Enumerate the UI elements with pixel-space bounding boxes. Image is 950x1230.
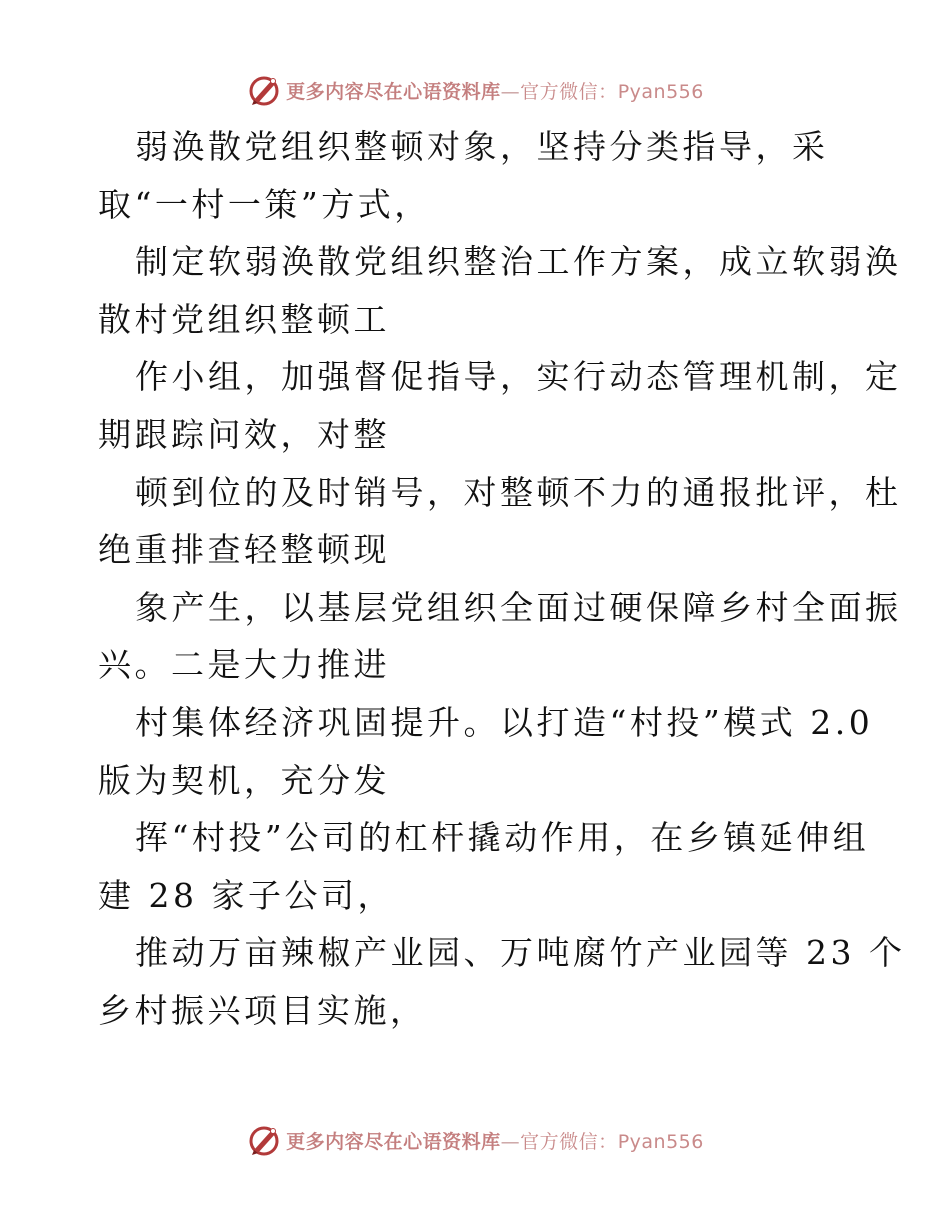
watermark-id: Pyan556 <box>617 80 704 103</box>
text-line: 弱涣散党组织整顿对象，坚持分类指导，采 <box>135 127 829 166</box>
text-line: 顿到位的及时销号，对整顿不力的通报批评，杜 <box>135 472 902 512</box>
header-watermark <box>0 70 950 110</box>
watermark-main: 更多内容尽在心语资料库 <box>286 80 501 103</box>
pen-logo-icon <box>246 1122 282 1158</box>
text-line: 象产生，以基层党组织全面过硬保障乡村全面振 <box>135 587 902 627</box>
watermark-id: Pyan556 <box>617 1130 704 1153</box>
watermark-text <box>286 1127 704 1154</box>
watermark-separator: — <box>500 80 521 103</box>
document-body <box>98 118 906 1040</box>
text-line: 绝重排查轻整顿现 <box>98 530 390 570</box>
text-line: 建 28 家子公司， <box>98 875 394 915</box>
watermark-separator: — <box>500 1130 521 1153</box>
watermark-sub: 官方微信： <box>520 80 618 103</box>
text-line: 兴。二是大力推进 <box>98 645 390 685</box>
watermark-main: 更多内容尽在心语资料库 <box>286 1130 501 1153</box>
footer-watermark <box>0 1120 950 1160</box>
text-line: 制定软弱涣散党组织整治工作方案，成立软弱涣 <box>135 242 902 282</box>
text-line: 乡村振兴项目实施， <box>98 990 427 1030</box>
text-line: 版为契机，充分发 <box>98 760 390 800</box>
text-line: 取“一村一策”方式， <box>98 184 431 224</box>
text-line: 期跟踪问效，对整 <box>98 414 390 454</box>
text-line: 散村党组织整顿工 <box>98 299 390 339</box>
text-line: 推动万亩辣椒产业园、万吨腐竹产业园等 23 个 <box>135 933 906 973</box>
watermark-sub: 官方微信： <box>520 1130 618 1153</box>
text-line: 村集体经济巩固提升。以打造“村投”模式 2.0 <box>135 702 874 742</box>
text-line: 作小组，加强督促指导，实行动态管理机制，定 <box>135 357 902 397</box>
watermark-text <box>286 77 704 104</box>
text-line: 挥“村投”公司的杠杆撬动作用，在乡镇延伸组 <box>135 818 870 858</box>
pen-logo-icon <box>246 72 282 108</box>
